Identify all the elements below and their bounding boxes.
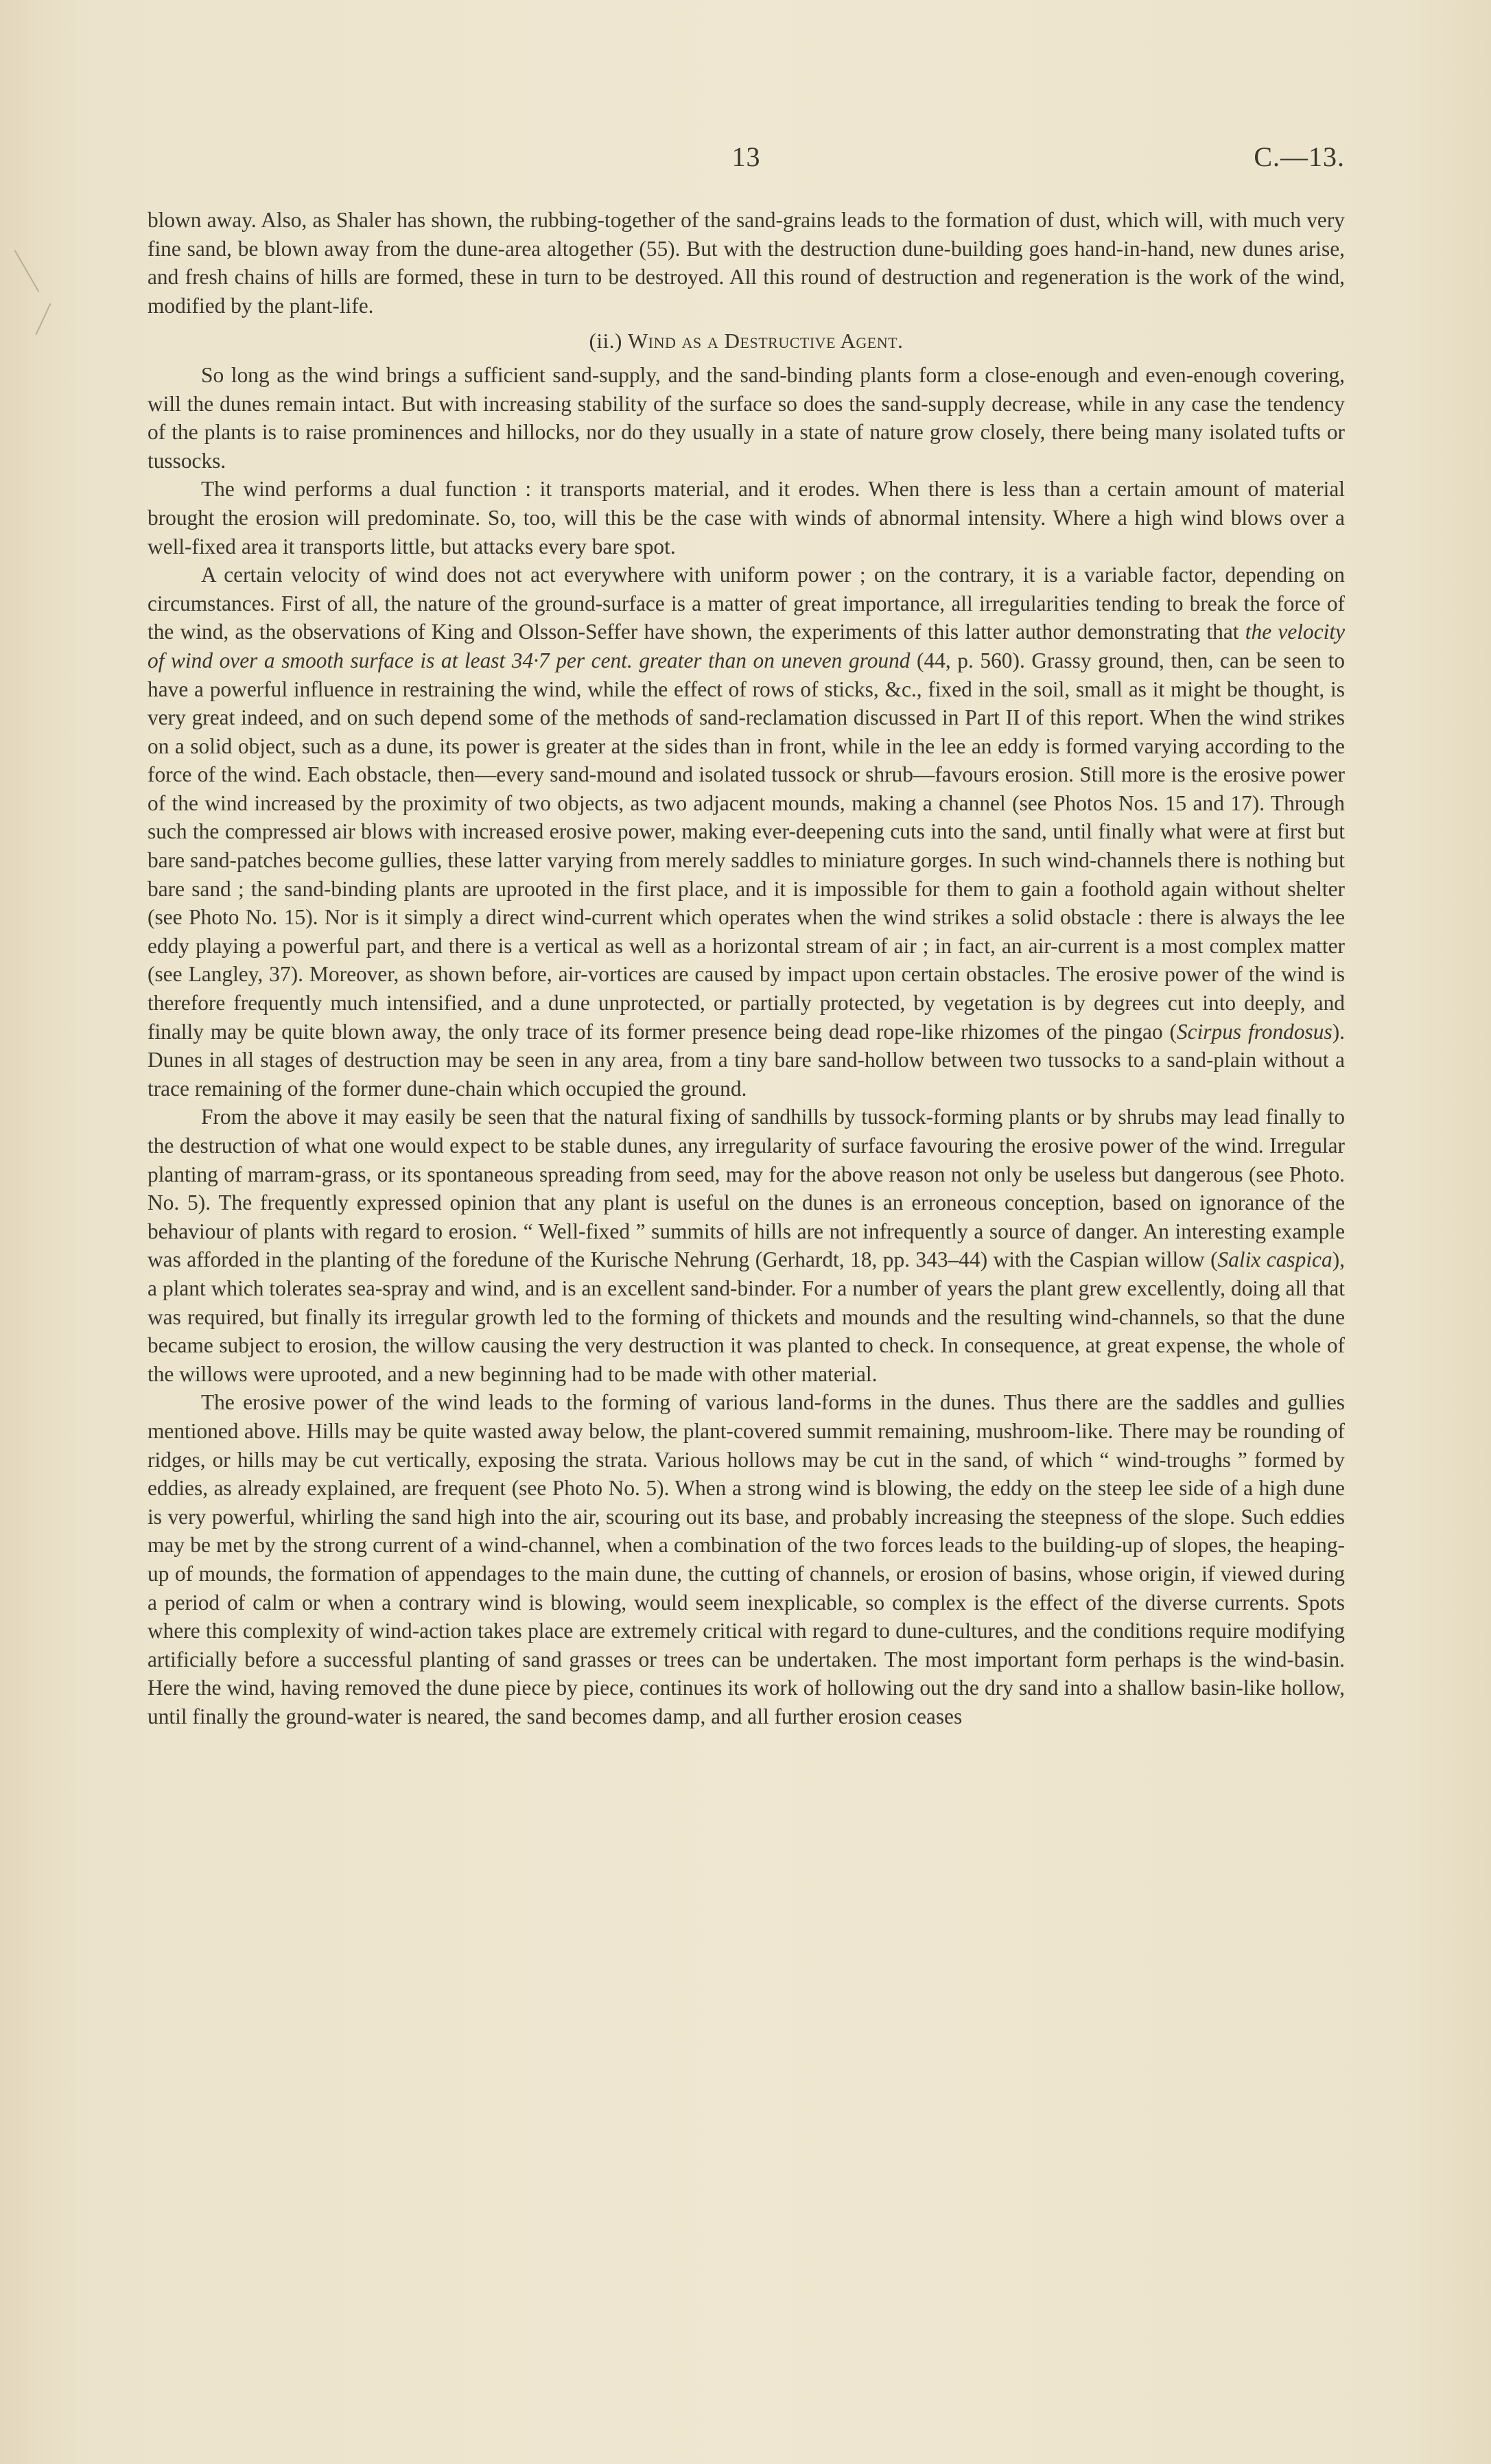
section-heading-numeral: (ii.)	[589, 329, 629, 353]
page-header	[148, 141, 1345, 182]
emphasis-velocity-quote: the velocity of wind over a smooth surface is at least 34·7 per cent. greater than on uneven ground	[148, 620, 1345, 672]
paragraph-dual-function: The wind performs a dual function : it transports material, and it erodes. When there is less than a certain amount of material brought the erosion will predominate. So, too, will this be the case with winds of abnormal intensity. Where a high wind blows over a well-fixed area it transports little, but attacks every bare spot.	[148, 477, 1345, 559]
paragraph-natural-fixing-part-2: ), a plant which tolerates sea-spray and wind, and is an excellent sand-binder. For a number of years the plant grew excellently, doing all that was required, but finally its irregular growth led to the forming of thickets and mounds and the resulting wind-channels, so that the dune became subject to erosion, the willow causing the very destruction it was planted to check. In consequence, at great expense, the whole of the willows were uprooted, and a new beginning had to be made with other material.	[148, 1247, 1345, 1386]
section-heading-title: Wind as a Destructive Agent.	[628, 329, 904, 353]
paragraph-natural-fixing-part-1: From the above it may easily be seen that the natural fixing of sandhills by tussock-forming plants or by shrubs may lead finally to the destruction of what one would expect to be stable dunes, any irregularity of surface favouring the erosive power of the wind. Irregular planting of marram-grass, or its spontaneous spreading from seed, may for the above reason not only be useless but dangerous (see Photo. No. 5). The frequently expressed opinion that any plant is useful on the dunes is an erroneous conception, based on ignorance of the behaviour of plants with regard to erosion. “ Well-fixed ” summits of hills are not infrequently a source of danger. An interesting example was afforded in the planting of the foredune of the Kurische Nehrung (Gerhardt, 18, pp. 343–44) with the Caspian willow (	[148, 1105, 1345, 1272]
paragraph-continuation: blown away. Also, as Shaler has shown, the rubbing-together of the sand-grains leads to the formation of dust, which will, with much very fine sand, be blown away from the dune-area altogether (55). But with the destruction dune-building goes hand-in-hand, new dunes arise, and fresh chains of hills are formed, these in turn to be destroyed. All this round of destruction and regeneration is the work of the wind, modified by the plant-life.	[148, 208, 1345, 318]
page-number: 13	[731, 141, 761, 172]
species-name-scirpus: Scirpus frondosus	[1176, 1019, 1332, 1044]
body-text	[148, 206, 1345, 1730]
margin-mark-middle	[36, 303, 51, 335]
paragraph-wind-velocity-part-2: (44, p. 560). Grassy ground, then, can be seen to have a powerful influence in restraining the wind, while the effect of rows of sticks, &c., fixed in the soil, small as it might be thought, is very great indeed, and on such depend some of the methods of sand-reclamation discussed in Part II of this report. When the wind strikes on a solid object, such as a dune, its power is greater at the sides than in front, while in the lee an eddy is formed varying according to the force of the wind. Each obstacle, then—every sand-mound and isolated tussock or shrub—favours erosion. Still more is the erosive power of the wind increased by the proximity of two objects, as two adjacent mounds, making a channel (see Photos Nos. 15 and 17). Through such the compressed air blows with increased erosive power, making ever-deepening cuts into the sand, until finally what were at first but bare sand-patches become gullies, these latter varying from merely saddles to miniature gorges. In such wind-channels there is nothing but bare sand ; the sand-binding plants are uprooted in the first place, and it is impossible for them to gain a foothold again without shelter (see Photo No. 15). Nor is it simply a direct wind-current which operates when the wind strikes a solid obstacle : there is always the lee eddy playing a powerful part, and there is a vertical as well as a horizontal stream of air ; in fact, an air-current is a most complex matter (see Langley, 37). Moreover, as shown before, air-vortices are caused by impact upon certain obstacles. The erosive power of the wind is therefore frequently much intensified, and a dune unprotected, or partially protected, by vegetation is by degrees cut into deeply, and finally may be quite blown away, the only trace of its former presence being dead rope-like rhizomes of the pingao (	[148, 648, 1345, 1044]
paragraph-wind-velocity	[148, 561, 1345, 1103]
section-heading	[148, 327, 1345, 355]
paragraph-wind-velocity-part-1: A certain velocity of wind does not act everywhere with uniform power ; on the contrary, it is a variable factor, depending on circumstances. First of all, the nature of the ground-surface is a matter of great importance, all irregularities tending to break the force of the wind, as the observations of King and Olsson-Seffer have shown, the experiments of this latter author demonstrating that	[148, 563, 1345, 644]
series-number: C.—13.	[1254, 141, 1345, 172]
paragraph-wind-velocity-part-3: ). Dunes in all stages of destruction may be seen in any area, from a tiny bare sand-hollow between two tussocks to a sand-plain without a trace remaining of the former dune-chain which occupied the ground.	[148, 1019, 1345, 1101]
margin-mark-top	[14, 250, 40, 292]
paragraph-sand-supply: So long as the wind brings a sufficient sand-supply, and the sand-binding plants form a close-enough and even-enough covering, will the dunes remain intact. But with increasing stability of the surface so does the sand-supply decrease, while in any case the tendency of the plants is to raise prominences and hillocks, nor do they usually in a state of nature grow closely, there being many isolated tufts or tussocks.	[148, 362, 1345, 473]
paragraph-land-forms: The erosive power of the wind leads to the forming of various land-forms in the dunes. Thus there are the saddles and gullies mentioned above. Hills may be quite wasted away below, the plant-covered summit remaining, mushroom-like. There may be rounding of ridges, or hills may be cut vertically, exposing the strata. Various hollows may be cut in the sand, of which “ wind-troughs ” formed by eddies, as already explained, are frequent (see Photo No. 5). When a strong wind is blowing, the eddy on the steep lee side of a high dune is very powerful, whirling the sand high into the air, scouring out its base, and probably increasing the steepness of the slope. Such eddies may be met by the strong current of a wind-channel, when a combination of the two forces leads to the building-up of slopes, the heaping-up of mounds, the formation of appendages to the main dune, the cutting of channels, or erosion of basins, whose origin, if viewed during a period of calm or when a contrary wind is blowing, would seem inexplicable, so complex is the effect of the diverse currents. Spots where this complexity of wind-action takes place are extremely critical with regard to dune-cultures, and the conditions require modifying artificially before a successful planting of sand grasses or trees can be undertaken. The most important form perhaps is the wind-basin. Here the wind, having removed the dune piece by piece, continues its work of hollowing out the dry sand into a shallow basin-like hollow, until finally the ground-water is neared, the sand becomes damp, and all further erosion ceases	[148, 1390, 1345, 1728]
paragraph-natural-fixing	[148, 1103, 1345, 1388]
species-name-salix: Salix caspica	[1217, 1247, 1332, 1272]
